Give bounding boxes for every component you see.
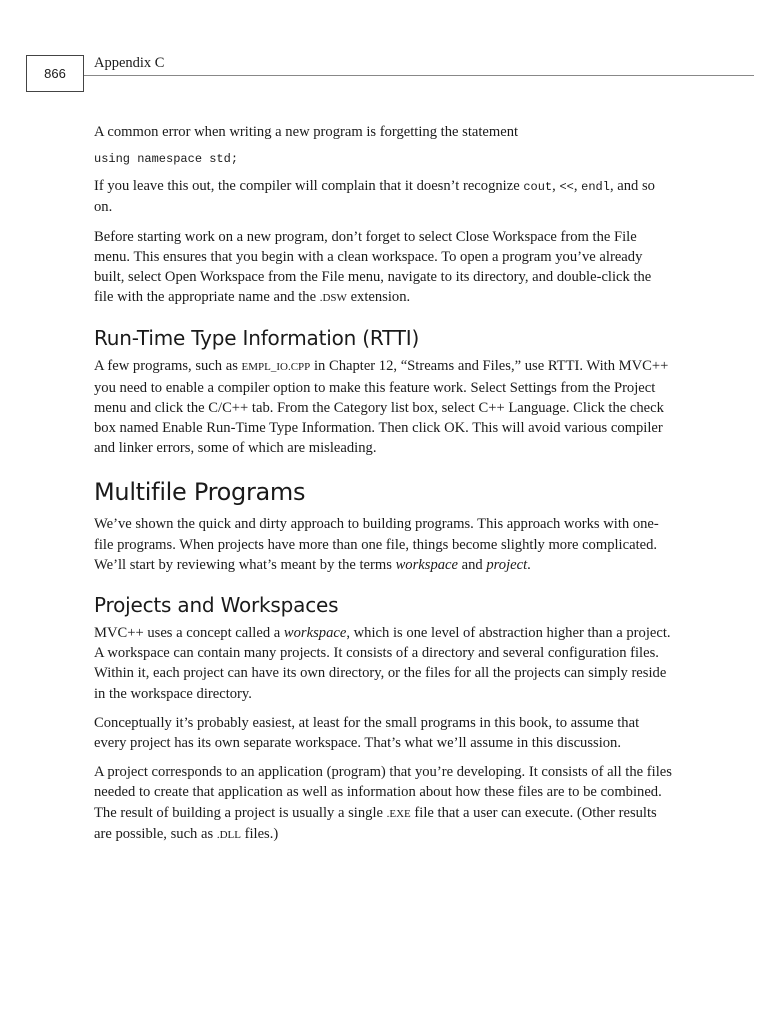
code-endl: endl xyxy=(581,180,610,195)
text: MVC++ uses a concept called a xyxy=(94,625,284,642)
heading-rtti: Run-Time Type Information (RTTI) xyxy=(94,326,420,351)
text: , xyxy=(552,178,560,195)
text: in Chapter 12, “Streams and Files,” use RTTI. With MVC++ you need to enable a compiler option to make this feature work. Select Settings from the Project menu and click the C/C++ tab. From the Category list box, select C++ Language. Click the check box named Enable Run-Time Type Information. Then click OK. This will avoid various compiler and linker errors, some of which are misleading. xyxy=(94,358,669,457)
text: Before starting work on a new program, don’t forget to select Close Workspace from the File menu. This ensures that you begin with a clean workspace. To open a program you’ve already built, select Open Workspace from the File menu, navigate to its directory, and double-click the file with the appropriate name and the xyxy=(94,228,652,306)
paragraph-quick-and-dirty xyxy=(94,514,674,575)
text: , and so on. xyxy=(94,178,655,216)
file-name-empl-io: EMPL_IO.CPP xyxy=(241,361,311,374)
term-workspace: workspace xyxy=(283,625,347,642)
text: . xyxy=(527,556,531,573)
paragraph-common-error: A common error when writing a new program is forgetting the statement xyxy=(94,124,519,140)
paragraph-conceptually: Conceptually it’s probably easiest, at least for the small programs in this book, to assume that every project has its own separate workspace. That’s what we’ll assume in this discussion. xyxy=(94,714,640,752)
term-workspace: workspace xyxy=(395,556,458,573)
text: We’ve shown the quick and dirty approach to building programs. This approach works with one-file programs. When projects have more than one file, things become slightly more complicated. We’ll start by reviewing what’s meant by the terms xyxy=(94,516,659,573)
heading-multifile-programs: Multifile Programs xyxy=(94,478,306,507)
file-extension-exe: .EXE xyxy=(386,807,411,820)
running-head: Appendix C xyxy=(94,55,165,71)
term-project: project xyxy=(486,556,528,573)
code-cout: cout xyxy=(523,180,553,195)
file-extension-dsw: .DSW xyxy=(319,292,347,305)
paragraph-rtti xyxy=(94,356,674,458)
text: A few programs, such as xyxy=(94,358,242,375)
paragraph-workspace-concept xyxy=(94,623,674,704)
text: A project corresponds to an application (program) that you’re developing. It consists of all the files needed to create that application as well as information about how these files are to be combined. The result of building a project is usually a single xyxy=(94,764,672,821)
code-shift-operator: << xyxy=(559,180,574,195)
paragraph-leave-out xyxy=(94,176,674,217)
page-body xyxy=(94,122,674,854)
text: extension. xyxy=(346,289,411,306)
code-using-namespace: using namespace std; xyxy=(94,152,239,167)
text: , which is one level of abstraction higher than a project. A workspace can contain many projects. It consists of a directory and several configuration files. Within it, each project can have its own directory, or the files for all the projects can simply reside in the workspace directory. xyxy=(94,625,671,702)
paragraph-project-application xyxy=(94,762,674,845)
text: If you leave this out, the compiler will complain that it doesn’t recognize xyxy=(94,178,524,195)
text: file that a user can execute. (Other results are possible, such as xyxy=(94,804,657,842)
text: and xyxy=(458,556,487,573)
text: , xyxy=(573,178,582,195)
text: files.) xyxy=(240,825,279,842)
header-rule xyxy=(84,75,754,76)
file-extension-dll: .DLL xyxy=(216,828,241,841)
paragraph-close-workspace xyxy=(94,227,674,309)
page-number: 866 xyxy=(26,55,84,92)
heading-projects-and-workspaces: Projects and Workspaces xyxy=(94,593,339,618)
